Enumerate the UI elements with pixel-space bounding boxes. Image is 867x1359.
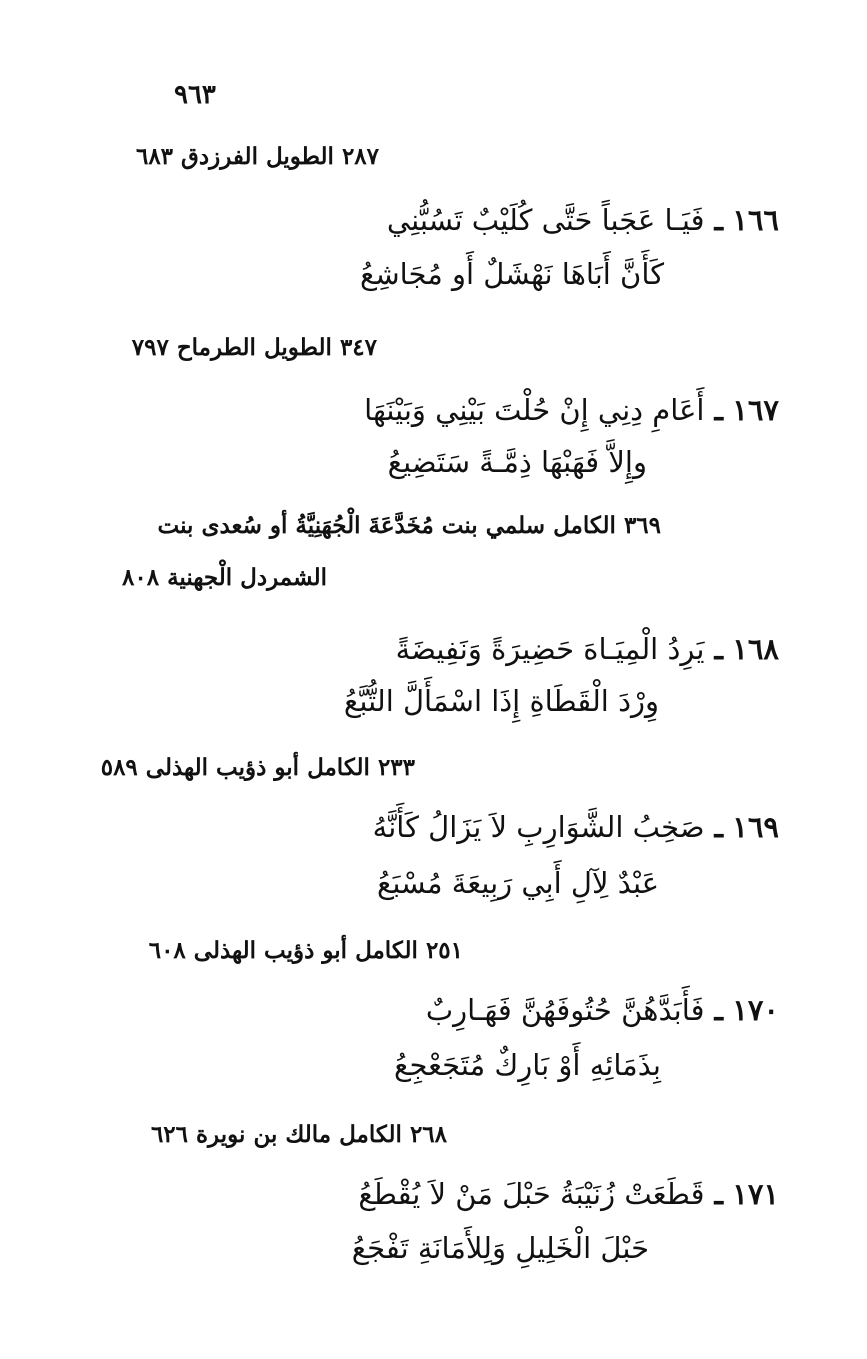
page-number: ٩٦٣ <box>174 80 216 110</box>
verse-number: ١٧١ <box>732 1177 779 1211</box>
verse-first-hemistich: ١٧٠ ـ فَأَبَدَّهُنَّ حُتُوفَهُنَّ فَهَـارِبٌ <box>425 993 779 1027</box>
verse-text: قَطَعَتْ زُنَيْبَةُ حَبْلَ مَنْ لاَ يُقْطَعُ <box>358 1177 705 1211</box>
verse-text: أَعَامِ دِنِي إِنْ حُلْتَ بَيْنِي وَبَيْنَهَا <box>364 393 705 427</box>
verse-text: فَأَبَدَّهُنَّ حُتُوفَهُنَّ فَهَـارِبٌ <box>425 993 705 1027</box>
verse-first-hemistich: ١٦٨ ـ يَرِدُ الْمِيَـاهَ حَضِيرَةً وَنَفِيضَةً <box>395 632 779 666</box>
source-line: ٢٦٨ الكامل مالك بن نويرة ٦٢٦ <box>150 1121 447 1148</box>
verse-number: ١٦٩ <box>732 810 779 844</box>
verse-second-hemistich: حَبْلَ الْخَلِيلِ وَلِلأَمَانَةِ تَفْجَعُ <box>351 1231 649 1265</box>
source-line-continued: الشمردل الْجهنية ٨٠٨ <box>122 564 327 591</box>
verse-first-hemistich: ١٦٦ ـ فَيَـا عَجَباً حَتَّى كُلَيْبٌ تَسُبُّنِي <box>386 203 779 237</box>
verse-second-hemistich: وِرْدَ الْقَطَاةِ إِذَا اسْمَأَلَّ التُّبَّعُ <box>343 684 659 718</box>
verse-second-hemistich: كَأَنَّ أَبَاهَا نَهْشَلٌ أَو مُجَاشِعُ <box>359 257 664 291</box>
verse-first-hemistich: ١٧١ ـ قَطَعَتْ زُنَيْبَةُ حَبْلَ مَنْ لاَ يُقْطَعُ <box>358 1177 779 1211</box>
verse-second-hemistich: وإِلاَّ فَهَبْهَا ذِمَّـةً سَتَضِيعُ <box>387 445 647 479</box>
verse-number: ١٦٨ <box>732 632 779 666</box>
verse-text: يَرِدُ الْمِيَـاهَ حَضِيرَةً وَنَفِيضَةً <box>395 632 705 666</box>
verse-number: ١٦٧ <box>732 393 779 427</box>
verse-first-hemistich: ١٦٧ ـ أَعَامِ دِنِي إِنْ حُلْتَ بَيْنِي وَبَيْنَهَا <box>364 393 779 427</box>
verse-number: ١٧٠ <box>732 993 779 1027</box>
source-line: ٣٦٩ الكامل سلمي بنت مُخَدَّعَةَ الْجُهَنِيَّةُ أو سُعدى بنت <box>157 512 661 539</box>
verse-number: ١٦٦ <box>732 203 779 237</box>
source-line: ٢٨٧ الطويل الفرزدق ٦٨٣ <box>135 143 379 170</box>
source-line: ٢٥١ الكامل أبو ذؤيب الهذلى ٦٠٨ <box>148 937 463 964</box>
source-line: ٢٣٣ الكامل أبو ذؤيب الهذلى ٥٨٩ <box>100 754 415 781</box>
source-line: ٣٤٧ الطويل الطرماح ٧٩٧ <box>131 334 377 361</box>
verse-text: فَيَـا عَجَباً حَتَّى كُلَيْبٌ تَسُبُّنِي <box>386 203 705 237</box>
verse-second-hemistich: عَبْدٌ لِآلِ أَبِي رَبِيعَةَ مُسْبَعُ <box>376 866 659 900</box>
verse-first-hemistich: ١٦٩ ـ صَخِبُ الشَّوَارِبِ لاَ يَزَالُ كَأَنَّهُ <box>372 810 779 844</box>
verse-text: صَخِبُ الشَّوَارِبِ لاَ يَزَالُ كَأَنَّهُ <box>372 810 705 844</box>
verse-second-hemistich: بِذَمَائِهِ أَوْ بَارِكٌ مُتَجَعْجِعُ <box>394 1048 661 1082</box>
